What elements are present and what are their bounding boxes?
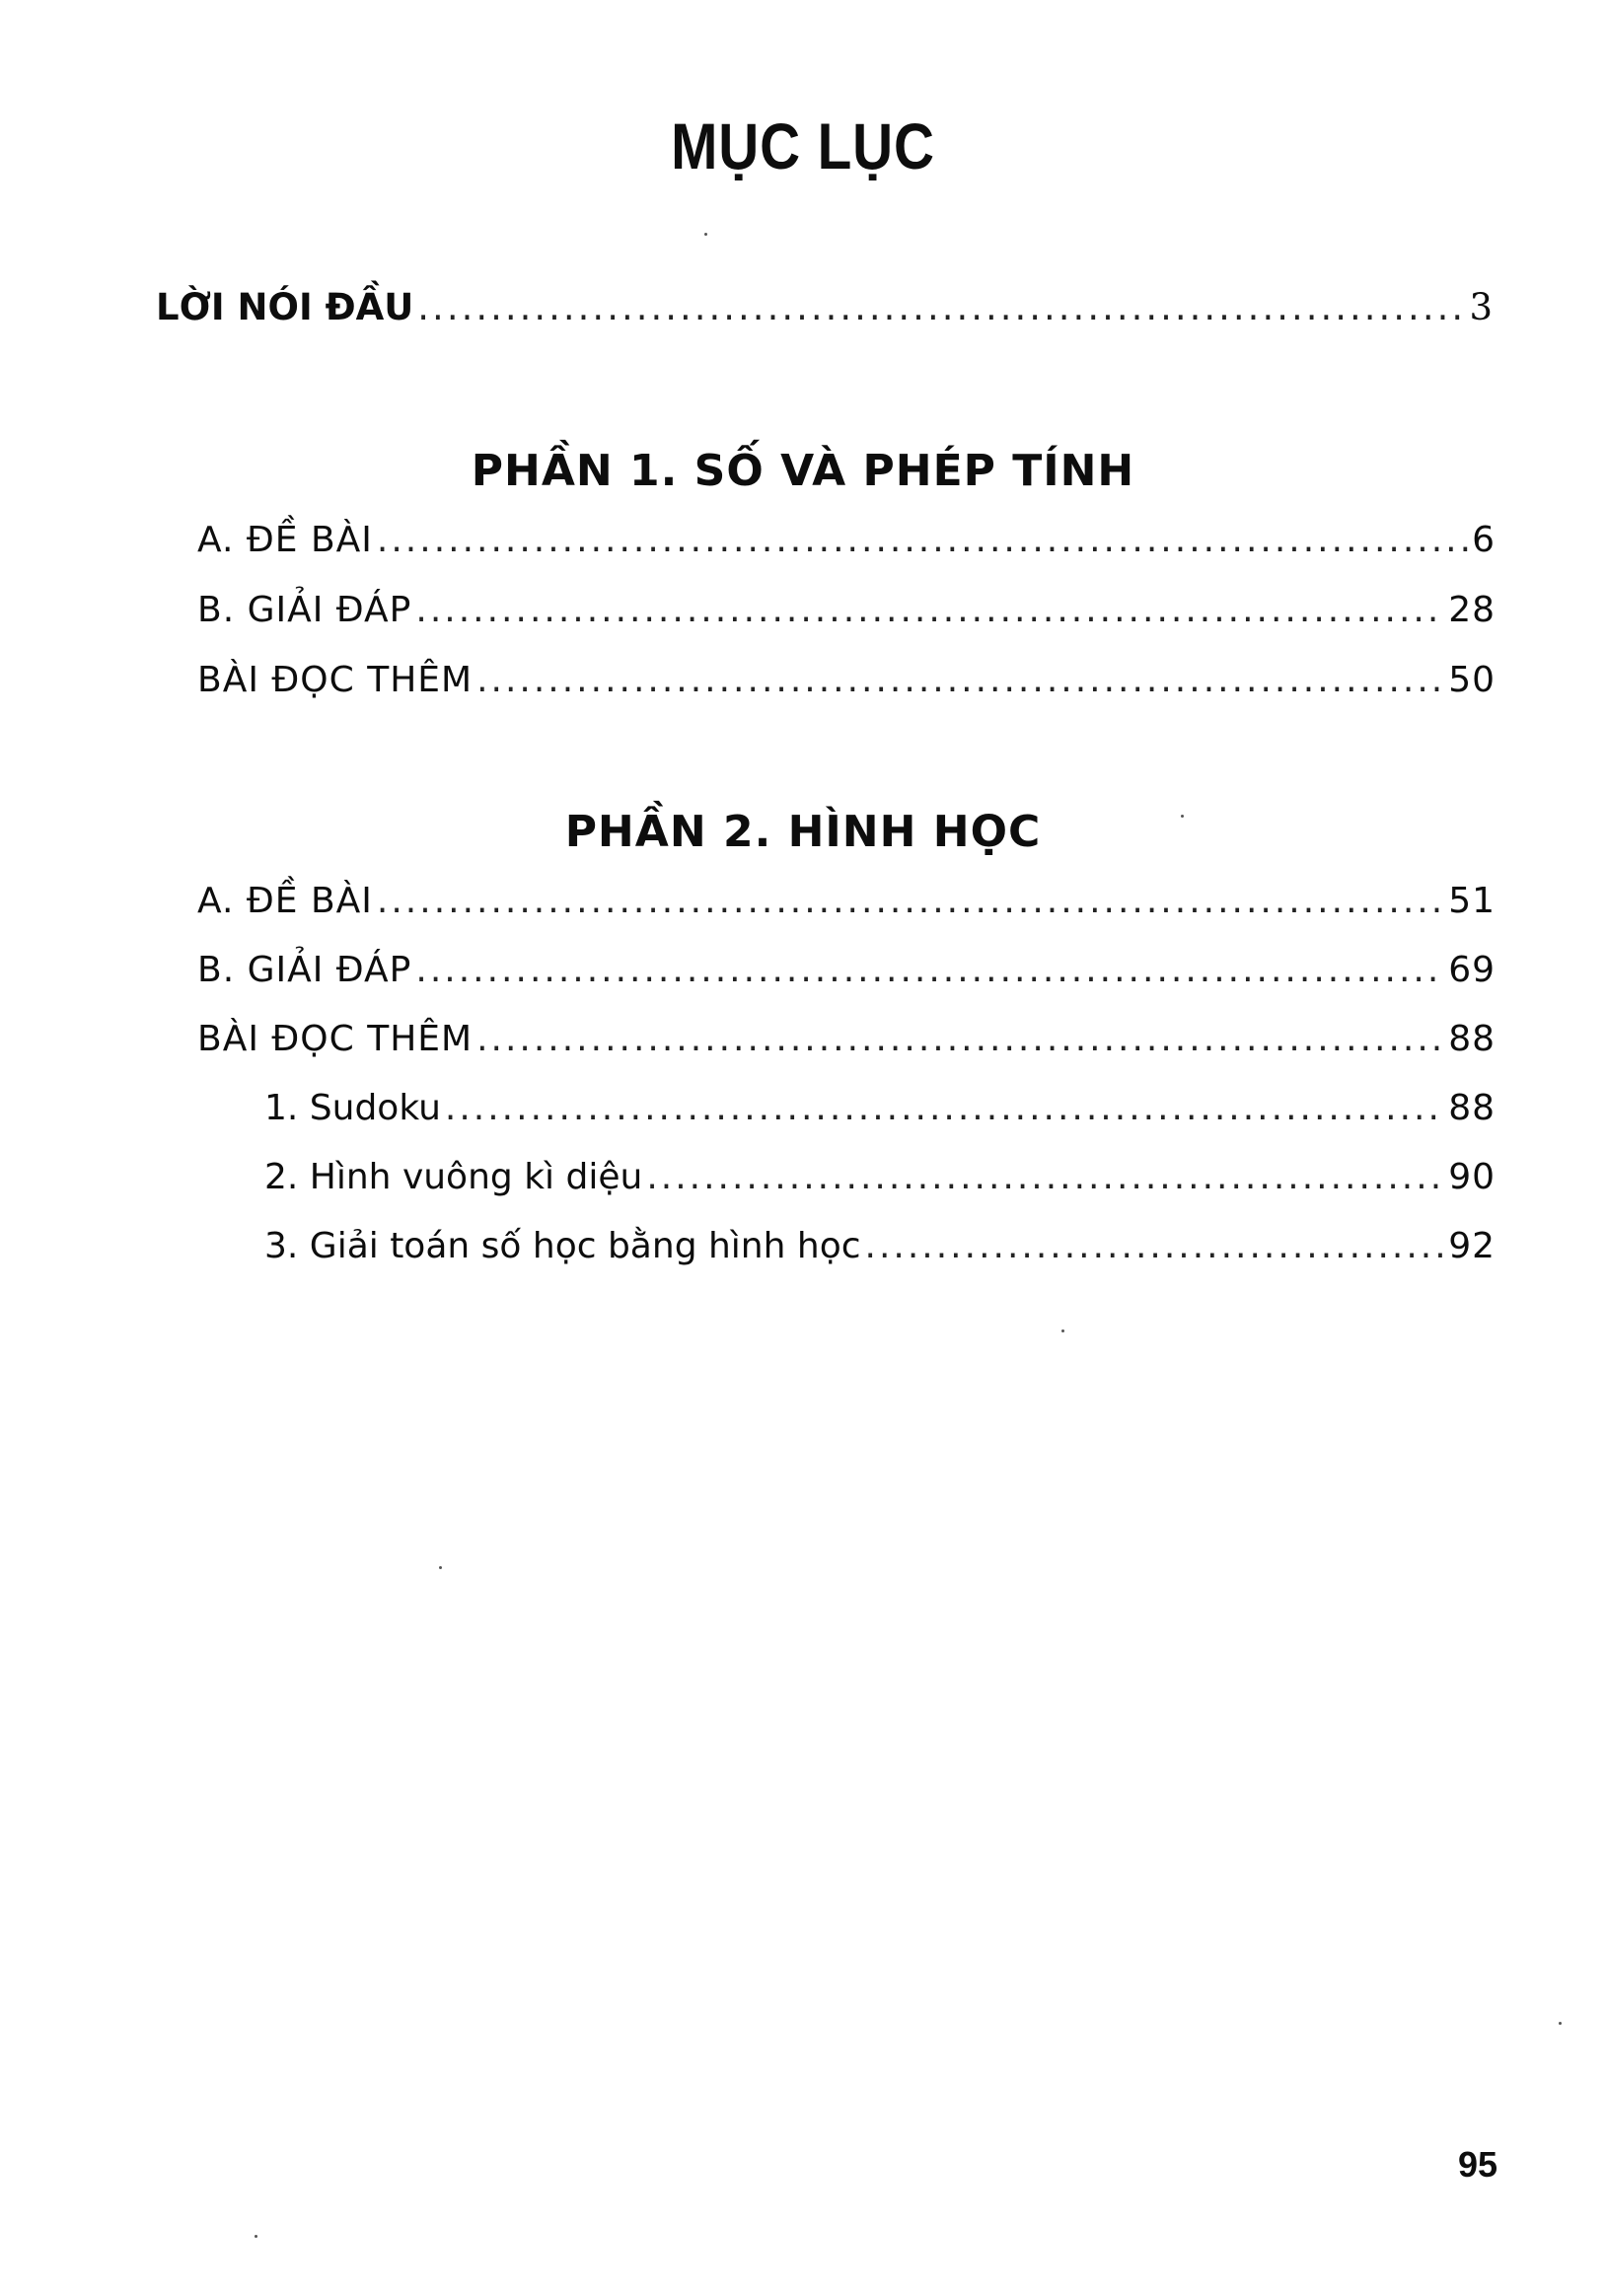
- toc-entry[interactable]: [197, 881, 1496, 921]
- toc-entry-label: BÀI ĐỌC THÊM: [197, 1019, 474, 1059]
- dot-leader: [415, 590, 1444, 630]
- toc-subentry[interactable]: [264, 1157, 1496, 1197]
- dot-leader: [646, 1157, 1444, 1197]
- toc-entry-page: 88: [1448, 1019, 1496, 1059]
- dot-leader: [476, 660, 1444, 700]
- toc-entry-page: 3: [1469, 286, 1493, 328]
- toc-entry[interactable]: [197, 1019, 1496, 1059]
- toc-entry-label: LỜI NÓI ĐẦU: [156, 286, 414, 328]
- dot-leader: [476, 1019, 1444, 1059]
- scan-speck: [704, 233, 707, 236]
- toc-entry-page: 92: [1448, 1226, 1496, 1266]
- toc-entry-label: A. ĐỀ BÀI: [197, 881, 373, 921]
- scan-speck: [439, 1566, 442, 1569]
- dot-leader: [445, 1088, 1444, 1128]
- toc-entry[interactable]: [197, 590, 1496, 630]
- toc-entry-intro[interactable]: [156, 286, 1493, 328]
- toc-entry-page: 90: [1448, 1157, 1496, 1197]
- toc-entry-label: B. GIẢI ĐÁP: [197, 590, 412, 630]
- dot-leader: [417, 286, 1465, 328]
- dot-leader: [415, 950, 1444, 990]
- toc-entry[interactable]: [197, 950, 1496, 990]
- toc-entry-label: B. GIẢI ĐÁP: [197, 950, 412, 990]
- dot-leader: [377, 881, 1444, 921]
- toc-entry-label: BÀI ĐỌC THÊM: [197, 660, 474, 700]
- toc-entry-page: 69: [1448, 950, 1496, 990]
- toc-entry-page: 51: [1448, 881, 1496, 921]
- toc-entry-page: 88: [1448, 1088, 1496, 1128]
- section-heading-part-1: PHẦN 1. SỐ VÀ PHÉP TÍNH: [471, 446, 1135, 496]
- toc-entry-page: 28: [1448, 590, 1496, 630]
- scan-speck: [1061, 1329, 1064, 1332]
- page-number: 95: [1457, 2144, 1497, 2185]
- scan-speck: [255, 2235, 257, 2238]
- toc-entry-label: 3. Giải toán số học bằng hình học: [264, 1226, 861, 1266]
- toc-entry-label: 1. Sudoku: [264, 1088, 441, 1128]
- page-title: MỤC LỤC: [671, 109, 935, 182]
- toc-entry[interactable]: [197, 520, 1496, 560]
- section-heading-part-2: PHẦN 2. HÌNH HỌC: [564, 807, 1042, 857]
- toc-entry[interactable]: [197, 660, 1496, 700]
- toc-entry-label: A. ĐỀ BÀI: [197, 520, 373, 560]
- toc-subentry[interactable]: [264, 1226, 1496, 1266]
- toc-entry-page: 6: [1472, 520, 1496, 560]
- dot-leader: [865, 1226, 1445, 1266]
- scan-speck: [1559, 2022, 1562, 2025]
- dot-leader: [377, 520, 1468, 560]
- toc-subentry[interactable]: [264, 1088, 1496, 1128]
- scan-speck: [1181, 815, 1184, 818]
- toc-entry-label: 2. Hình vuông kì diệu: [264, 1157, 643, 1197]
- toc-entry-page: 50: [1448, 660, 1496, 700]
